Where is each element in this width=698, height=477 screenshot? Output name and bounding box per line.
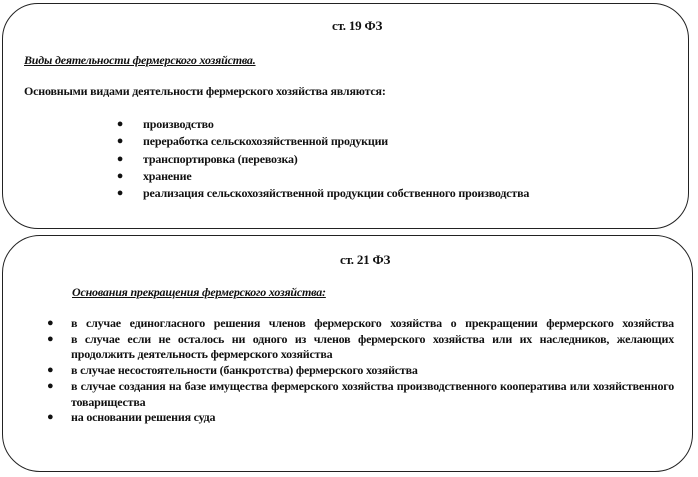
article-19-activity-list [115, 116, 529, 202]
article-19-intro: Основными видами деятельности фермерского хозяйства являются: [24, 84, 386, 98]
article-19-heading: Виды деятельности фермерского хозяйства. [24, 53, 256, 67]
bullet-icon: ● [116, 118, 124, 130]
list-item: ● реализация сельскохозяйственной продукции собственного производства [115, 185, 529, 202]
article-21-termination-list [47, 316, 674, 426]
bullet-icon: ● [47, 332, 54, 345]
bullet-icon: ● [47, 379, 54, 392]
bullet-icon: ● [116, 187, 124, 200]
bullet-icon: ● [47, 364, 54, 377]
list-item: ● хранение [115, 168, 529, 185]
bullet-icon: ● [116, 152, 124, 165]
list-item: ● в случае единогласного решения членов фермерского хозяйства о прекращении фермерского хозяйства [47, 316, 674, 330]
list-item: ● в случае если не осталось ни одного из членов фермерского хозяйства или их наследников, желающих продолжить деятельность фермерского хозяйства [47, 331, 674, 362]
list-item: ● в случае несостоятельности (банкротства) фермерского хозяйства [47, 363, 418, 378]
bullet-icon: ● [47, 411, 54, 424]
bullet-icon: ● [116, 169, 124, 182]
article-19-title: ст. 19 ФЗ [332, 18, 383, 33]
bullet-icon: ● [47, 317, 54, 329]
bullet-icon: ● [116, 135, 124, 148]
article-21-heading: Основания прекращения фермерского хозяйства: [72, 285, 326, 299]
article-21-title: ст. 21 ФЗ [340, 252, 391, 267]
list-item: ● на основании решения суда [47, 410, 216, 425]
list-item: ● переработка сельскохозяйственной продукции [115, 133, 529, 150]
list-item: ● в случае создания на базе имущества фермерского хозяйства производственного кооператива или хозяйственного товарищества [47, 378, 674, 409]
list-item: ● производство [115, 116, 529, 133]
list-item: ● транспортировка (перевозка) [115, 151, 529, 168]
